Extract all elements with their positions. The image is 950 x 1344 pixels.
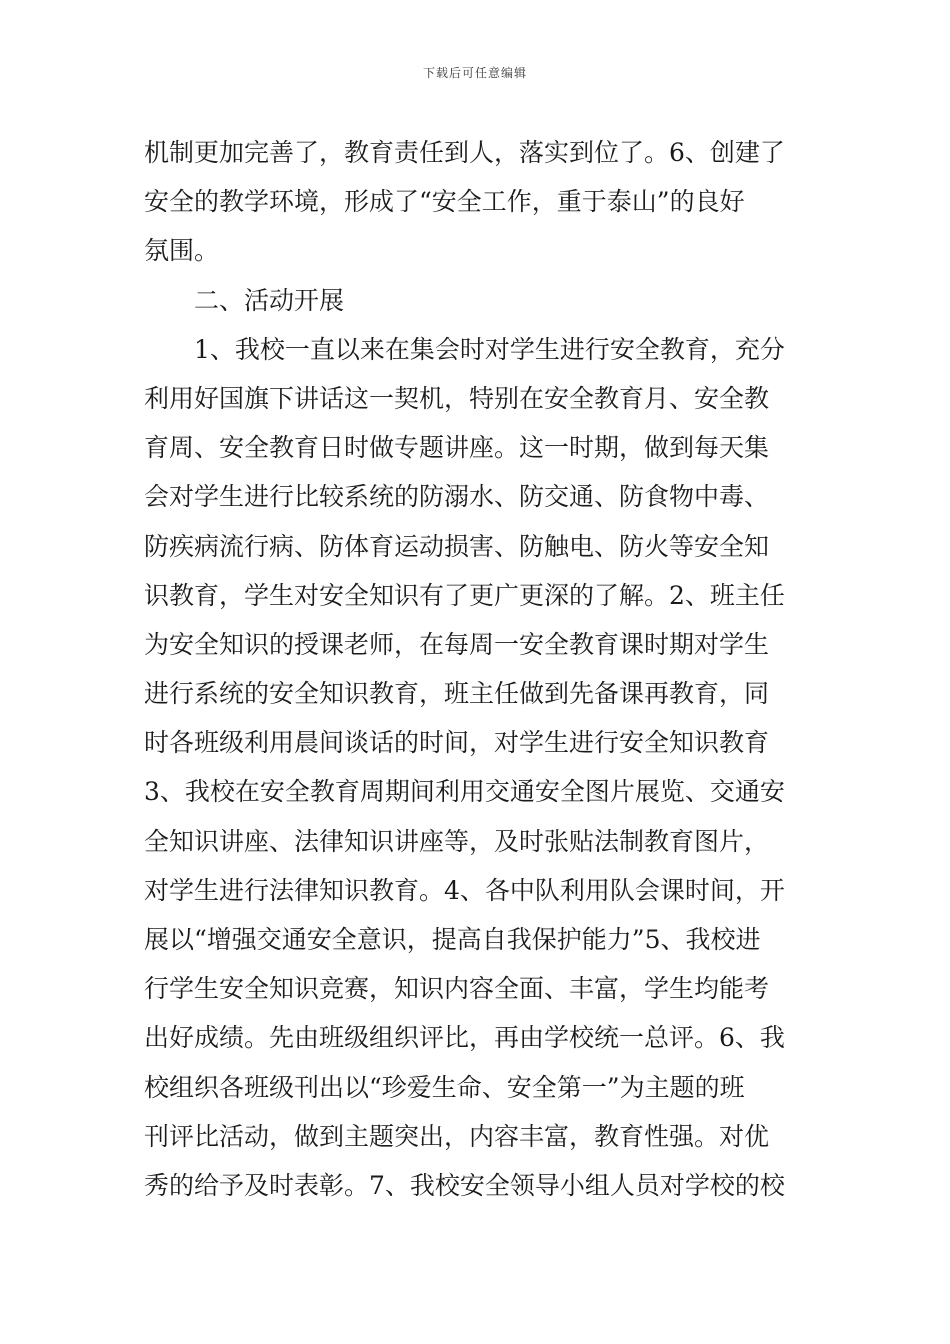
text-line: 对学生进行法律知识教育。4、各中队利用队会课时间，开 bbox=[144, 875, 785, 905]
text-line: 行学生安全知识竞赛，知识内容全面、丰富，学生均能考 bbox=[144, 974, 770, 1004]
text-line: 进行系统的安全知识教育，班主任做到先备课再教育，同 bbox=[144, 679, 770, 709]
text-line: 育周、安全教育日时做专题讲座。这一时期，做到每天集 bbox=[144, 433, 770, 463]
section-heading: 二、活动开展 bbox=[194, 285, 345, 315]
text-line: 校组织各班级刊出以“珍爱生命、安全第一”为主题的班 bbox=[144, 1072, 745, 1102]
text-line: 展以“增强交通安全意识，提高自我保护能力”5、我校进 bbox=[144, 925, 761, 954]
text-line: 防疾病流行病、防体育运动损害、防触电、防火等安全知 bbox=[144, 531, 770, 561]
text-line: 刊评比活动，做到主题突出，内容丰富，教育性强。对优 bbox=[144, 1121, 770, 1151]
text-line: 为安全知识的授课老师，在每周一安全教育课时期对学生 bbox=[144, 629, 770, 659]
page-header: 下载后可任意编辑 bbox=[422, 66, 527, 80]
text-line: 1、我校一直以来在集会时对学生进行安全教育，充分 bbox=[194, 334, 785, 364]
text-line: 3、我校在安全教育周期间利用交通安全图片展览、交通安 bbox=[144, 777, 785, 807]
document-body bbox=[144, 128, 809, 1210]
text-line: 识教育，学生对安全知识有了更广更深的了解。2、班主任 bbox=[144, 580, 785, 610]
text-line: 秀的给予及时表彰。7、我校安全领导小组人员对学校的校 bbox=[144, 1170, 785, 1200]
text-line: 氛围。 bbox=[144, 236, 220, 266]
text-line: 机制更加完善了，教育责任到人，落实到位了。6、创建了 bbox=[144, 138, 785, 167]
text-line: 出好成绩。先由班级组织评比，再由学校统一总评。6、我 bbox=[144, 1023, 785, 1053]
text-line: 会对学生进行比较系统的防溺水、防交通、防食物中毒、 bbox=[144, 482, 770, 512]
text-line: 安全的教学环境，形成了“安全工作，重于泰山”的良好 bbox=[144, 187, 745, 217]
text-line: 全知识讲座、法律知识讲座等，及时张贴法制教育图片， bbox=[144, 826, 770, 856]
text-line: 利用好国旗下讲话这一契机，特别在安全教育月、安全教 bbox=[144, 383, 770, 413]
text-line: 时各班级利用晨间谈话的时间，对学生进行安全知识教育 bbox=[144, 728, 770, 758]
